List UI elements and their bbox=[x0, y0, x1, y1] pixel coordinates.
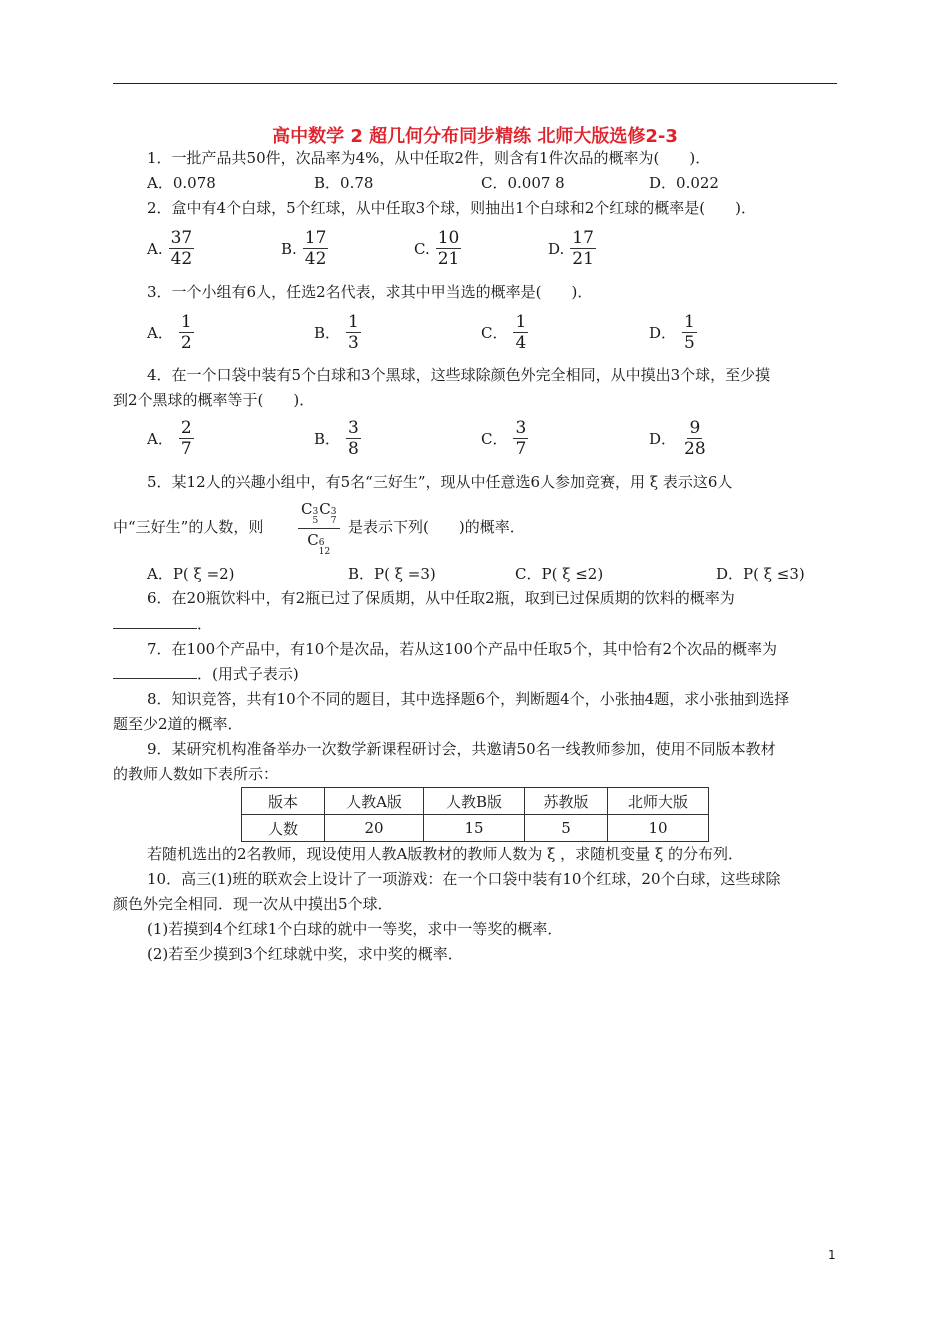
q4-option-c bbox=[481, 418, 528, 459]
q3-option-b bbox=[314, 312, 361, 353]
fraction bbox=[346, 312, 361, 353]
comb-indices bbox=[312, 508, 318, 526]
page-title: 高中数学 2 超几何分布同步精练 北师大版选修2-3 bbox=[272, 126, 678, 147]
fraction bbox=[682, 418, 708, 459]
option-label: C． bbox=[481, 324, 508, 342]
fraction bbox=[346, 418, 361, 459]
question-6-line-1: 6．在20瓶饮料中，有2瓶已过了保质期，从中任取2瓶，取到已过保质期的饮料的概率为 bbox=[147, 589, 735, 607]
q1-option-c: C．0.007 8 bbox=[481, 174, 565, 192]
table-header-row bbox=[242, 788, 709, 815]
option-label: D． bbox=[649, 324, 677, 342]
textbook-table bbox=[241, 787, 709, 842]
question-5-line-2b: 是表示下列( )的概率． bbox=[348, 518, 525, 536]
comb-sub: 5 bbox=[312, 516, 319, 526]
comb-numerator bbox=[298, 500, 340, 529]
denominator: 21 bbox=[572, 249, 594, 269]
table-cell: 20 bbox=[325, 815, 424, 842]
question-4-line-1: 4．在一个口袋中装有5个白球和3个黑球，这些球除颜色外完全相同，从中摸出3个球，至少摸 bbox=[147, 366, 771, 384]
option-label: A. bbox=[147, 239, 163, 258]
fraction bbox=[179, 312, 194, 353]
fraction bbox=[436, 228, 462, 269]
fraction bbox=[570, 228, 596, 269]
question-5-line-1: 5．某12人的兴趣小组中，有5名“三好生”，现从中任意选6人参加竞赛，用 ξ 表示这6人 bbox=[147, 473, 733, 491]
comb-indices bbox=[331, 508, 337, 526]
comb-sup: 3 bbox=[330, 507, 337, 517]
fraction bbox=[303, 228, 329, 269]
q4-option-b bbox=[314, 418, 361, 459]
option-label: B． bbox=[314, 430, 341, 448]
denominator: 7 bbox=[180, 439, 192, 459]
comb-denominator bbox=[304, 529, 334, 557]
denominator: 8 bbox=[348, 439, 359, 459]
question-8-line-2: 题至少2道的概率． bbox=[113, 715, 243, 733]
table-cell: 版本 bbox=[242, 788, 325, 815]
option-label: A． bbox=[147, 430, 173, 448]
denominator: 42 bbox=[304, 249, 327, 269]
q3-option-a bbox=[147, 312, 194, 353]
question-4-line-2: 到2个黑球的概率等于( )． bbox=[113, 391, 315, 409]
question-6-line-2 bbox=[113, 614, 212, 634]
q2-option-a bbox=[147, 228, 194, 269]
q2-option-b bbox=[281, 228, 328, 269]
comb-indices bbox=[319, 539, 330, 557]
table-cell: 人教A版 bbox=[325, 788, 424, 815]
q3-option-d bbox=[649, 312, 697, 353]
denominator: 21 bbox=[437, 249, 460, 269]
table-cell: 北师大版 bbox=[608, 788, 709, 815]
q2-option-d bbox=[548, 228, 596, 269]
question-10-part-2: (2)若至少摸到3个红球就中奖，求中奖的概率． bbox=[147, 945, 463, 963]
comb-c: C bbox=[319, 500, 331, 518]
denominator: 4 bbox=[515, 333, 527, 353]
comb-sub: 7 bbox=[330, 516, 337, 526]
question-9-after: 若随机选出的2名教师，现设使用人教A版教材的教师人数为 ξ ，求随机变量 ξ 的分布列． bbox=[147, 845, 743, 863]
fraction bbox=[513, 312, 528, 353]
question-10-part-1: (1)若摸到4个红球1个白球的就中一等奖，求中一等奖的概率． bbox=[147, 920, 563, 938]
table-cell: 5 bbox=[525, 815, 608, 842]
denominator: 42 bbox=[170, 249, 193, 269]
numerator: 3 bbox=[515, 418, 527, 438]
question-9-line-2: 的教师人数如下表所示： bbox=[113, 765, 279, 783]
question-8-line-1: 8．知识竞答，共有10个不同的题目，其中选择题6个，判断题4个，小张抽4题，求小张抽到选择 bbox=[147, 690, 790, 708]
question-7-line-1: 7．在100个产品中，有10个是次品，若从这100个产品中任取5个，其中恰有2个次品的概率为 bbox=[147, 640, 777, 658]
denominator: 3 bbox=[348, 333, 359, 353]
q4-option-a bbox=[147, 418, 194, 459]
q4-option-d bbox=[649, 418, 708, 459]
numerator: 9 bbox=[689, 418, 701, 438]
q3-option-c bbox=[481, 312, 528, 353]
q5-option-d: D．P( ξ ≤3) bbox=[716, 565, 805, 583]
answer-blank[interactable] bbox=[113, 614, 197, 629]
numerator: 10 bbox=[437, 228, 460, 248]
comb-sup: 3 bbox=[312, 507, 319, 517]
comb-sup: 6 bbox=[318, 538, 325, 548]
comb-sub: 12 bbox=[318, 547, 331, 557]
option-label: C． bbox=[481, 430, 508, 448]
fraction bbox=[169, 228, 195, 269]
table-cell: 苏教版 bbox=[525, 788, 608, 815]
option-label: B. bbox=[281, 239, 297, 258]
numerator: 1 bbox=[515, 312, 527, 332]
numerator: 17 bbox=[304, 228, 327, 248]
q5-option-c: C．P( ξ ≤2) bbox=[515, 565, 604, 583]
option-label: A． bbox=[147, 324, 173, 342]
q1-option-a: A．0.078 bbox=[147, 174, 216, 192]
fraction bbox=[513, 418, 528, 459]
question-2: 2．盒中有4个白球，5个红球，从中任取3个球，则抽出1个白球和2个红球的概率是( )． bbox=[147, 199, 756, 217]
question-5-line-2a: 中“三好生”的人数，则 bbox=[113, 518, 264, 536]
option-label: B． bbox=[314, 324, 341, 342]
denominator: 28 bbox=[684, 439, 706, 459]
combination-fraction bbox=[298, 500, 340, 557]
numerator: 1 bbox=[180, 312, 192, 332]
denominator: 5 bbox=[684, 333, 695, 353]
question-3: 3．一个小组有6人，任选2名代表，求其中甲当选的概率是( )． bbox=[147, 283, 593, 301]
comb-c: C bbox=[301, 500, 313, 518]
q5-option-b: B．P( ξ =3) bbox=[348, 565, 436, 583]
option-label: C. bbox=[414, 239, 430, 258]
table-row bbox=[242, 815, 709, 842]
fraction bbox=[682, 312, 697, 353]
question-10-line-2: 颜色外完全相同．现一次从中摸出5个球． bbox=[113, 895, 393, 913]
q2-option-c bbox=[414, 228, 461, 269]
table-cell: 15 bbox=[424, 815, 525, 842]
q5-option-a: A．P( ξ =2) bbox=[147, 565, 235, 583]
question-9-line-1: 9．某研究机构准备举办一次数学新课程研讨会，共邀请50名一线教师参加，使用不同版本教材 bbox=[147, 740, 776, 758]
numerator: 1 bbox=[348, 312, 359, 332]
answer-blank[interactable] bbox=[113, 664, 197, 679]
header-rule bbox=[113, 83, 837, 84]
numerator: 3 bbox=[348, 418, 359, 438]
q1-option-b: B．0.78 bbox=[314, 174, 374, 192]
numerator: 2 bbox=[180, 418, 192, 438]
fraction bbox=[179, 418, 194, 459]
table-cell: 人教B版 bbox=[424, 788, 525, 815]
numerator: 17 bbox=[572, 228, 594, 248]
comb-c: C bbox=[307, 531, 319, 549]
numerator: 37 bbox=[170, 228, 193, 248]
numerator: 1 bbox=[684, 312, 695, 332]
question-7-line-2 bbox=[113, 664, 299, 684]
denominator: 7 bbox=[515, 439, 527, 459]
denominator: 2 bbox=[180, 333, 192, 353]
table-cell: 10 bbox=[608, 815, 709, 842]
q1-option-d: D．0.022 bbox=[649, 174, 719, 192]
option-label: D. bbox=[548, 239, 565, 258]
option-label: D． bbox=[649, 430, 677, 448]
question-7-tail: ．(用式子表示) bbox=[197, 665, 299, 683]
question-1: 1．一批产品共50件，次品率为4%，从中任取2件，则含有1件次品的概率为( )． bbox=[147, 149, 711, 167]
page-number: 1 bbox=[828, 1248, 836, 1262]
question-10-line-1: 10．高三(1)班的联欢会上设计了一项游戏：在一个口袋中装有10个红球，20个白球，这些球除 bbox=[147, 870, 781, 888]
table-cell: 人数 bbox=[242, 815, 325, 842]
question-6-tail: ． bbox=[197, 615, 213, 633]
